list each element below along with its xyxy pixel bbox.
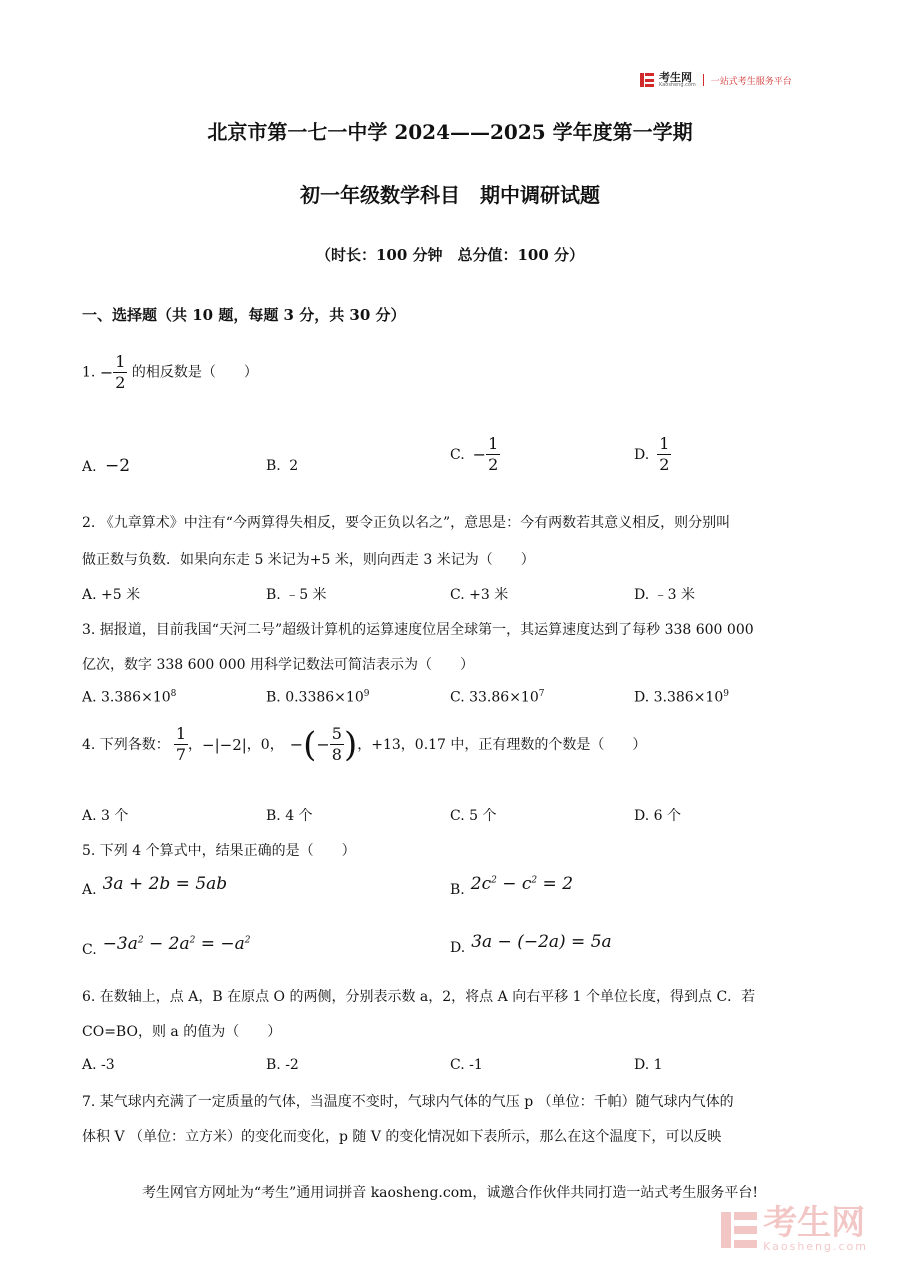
option-c[interactable] <box>450 689 544 706</box>
option-label: C. <box>450 446 465 463</box>
exponent: 2 <box>189 935 196 946</box>
denominator: 8 <box>331 745 342 764</box>
option-label: A. <box>82 459 97 475</box>
exam-title-line1: 北京市第一七一中学 2024——2025 学年度第一学期 <box>207 120 693 144</box>
option-b[interactable] <box>450 874 574 898</box>
expr-part: − 2a <box>143 934 190 954</box>
option-label: B. <box>266 458 281 474</box>
expr-part: − c <box>496 874 532 894</box>
minus-sign: − <box>472 445 487 464</box>
option-d[interactable] <box>634 434 671 475</box>
option-a[interactable] <box>82 689 176 706</box>
question-number: 1. <box>82 364 96 381</box>
option-text: C. 33.86×10 <box>450 689 539 706</box>
option-a[interactable] <box>82 874 228 898</box>
fraction <box>486 434 500 475</box>
option-a[interactable] <box>82 456 130 476</box>
question-text: 的相反数是（ ） <box>131 364 258 381</box>
question-prefix: 4. 下列各数： <box>82 736 170 753</box>
exponent: 9 <box>723 689 729 699</box>
denominator: 7 <box>175 745 186 764</box>
expr-part: −3a <box>102 934 138 954</box>
numerator: 5 <box>331 724 342 743</box>
question-2-line1: 2. 《九章算术》中注有“今两算得失相反，要令正负以名之”，意思是：今有两数若其意义相反，则分别叫 <box>82 515 731 531</box>
question-4: 4. 下列各数： $\frac{1}{7}$ ， −|−2| ，0， − ( − $\frac{5}{8}$ ) ，+13，0.17 中，正有理数的个数是（ ） <box>82 724 647 765</box>
watermark-domain: Kaosheng.com <box>763 1240 868 1253</box>
expr-part: = 2 <box>537 874 574 894</box>
watermark-logo-icon <box>721 1212 757 1248</box>
fraction <box>330 724 344 765</box>
option-a[interactable]: A. -3 <box>82 1057 115 1073</box>
logo-tagline: 一站式考生服务平台 <box>710 76 792 87</box>
question-text: ，+13，0.17 中，正有理数的个数是（ ） <box>357 736 647 753</box>
numerator: 1 <box>115 352 126 371</box>
exponent: 2 <box>137 935 144 946</box>
exponent: 2 <box>491 875 497 886</box>
numerator: 1 <box>175 724 186 743</box>
option-d[interactable]: D. 1 <box>634 1057 663 1073</box>
option-d[interactable]: D. ﹣3 米 <box>634 587 695 603</box>
option-b[interactable] <box>266 458 298 474</box>
option-b[interactable] <box>266 689 369 706</box>
exponent: 7 <box>538 689 545 699</box>
question-3-line1: 3. 据报道，目前我国“天河二号”超级计算机的运算速度位居全球第一，其运算速度达到了每秒 338 600 000 <box>82 622 754 638</box>
option-c[interactable]: C. +3 米 <box>450 587 509 603</box>
separator: ，0， <box>246 736 284 753</box>
denominator: 2 <box>115 373 126 392</box>
fraction <box>100 352 128 393</box>
separator: ， <box>188 736 202 753</box>
option-d[interactable]: D. 6 个 <box>634 808 681 824</box>
question-3-line2: 亿次，数字 338 600 000 用科学记数法可简洁表示为（ ） <box>82 657 474 673</box>
exponent: 2 <box>244 935 251 946</box>
option-text: B. 0.3386×10 <box>266 689 364 706</box>
minus-sign: − <box>99 362 114 382</box>
numerator: 1 <box>488 434 499 453</box>
option-c[interactable] <box>450 434 500 475</box>
option-label: B. <box>450 882 465 898</box>
option-d[interactable] <box>634 689 729 706</box>
exponent: 9 <box>363 689 370 699</box>
option-label: D. <box>634 446 650 463</box>
option-a[interactable]: A. +5 米 <box>82 587 141 603</box>
watermark <box>721 1203 868 1253</box>
option-c[interactable]: C. 5 个 <box>450 808 497 824</box>
option-d[interactable] <box>450 932 612 956</box>
exponent: 8 <box>170 689 177 699</box>
question-6-line1: 6. 在数轴上，点 A，B 在原点 O 的两侧，分别表示数 a，2，将点 A 向右平移 1 个单位长度，得到点 C．若 <box>82 989 756 1005</box>
abs-expression: −|−2| <box>202 735 247 754</box>
option-value: 2 <box>289 458 299 474</box>
option-expression: 3a + 2b = 5ab <box>102 874 228 894</box>
denominator: 2 <box>488 455 499 474</box>
expr-part: = −a <box>195 934 245 954</box>
question-1 <box>82 352 258 393</box>
option-label: A. <box>82 882 97 898</box>
logo-mark-icon <box>640 73 654 87</box>
option-c[interactable] <box>82 934 251 958</box>
minus-sign: − <box>289 734 304 754</box>
question-2-line2: 做正数与负数．如果向东走 5 米记为+5 米，则向西走 3 米记为（ ） <box>82 552 535 568</box>
watermark-brand: 考生网 <box>763 1203 866 1243</box>
section-heading: 一、选择题（共 10 题，每题 3 分，共 30 分） <box>82 306 406 324</box>
fraction <box>174 724 188 765</box>
expr-part: 2c <box>470 874 492 894</box>
site-logo <box>640 72 792 88</box>
option-b[interactable]: B. 4 个 <box>266 808 313 824</box>
page-footer: 考生网官方网址为“考生”通用词拼音 kaosheng.com，诚邀合作伙伴共同打造一站式考生服务平台! <box>141 1185 759 1201</box>
option-b[interactable]: B. -2 <box>266 1057 299 1073</box>
option-label: D. <box>450 940 466 956</box>
option-text: A. 3.386×10 <box>82 689 171 706</box>
option-text: D. 3.386×10 <box>634 689 724 706</box>
exam-info: （时长：100 分钟 总分值：100 分） <box>315 246 585 264</box>
fraction <box>657 434 671 475</box>
numerator: 1 <box>659 434 670 453</box>
option-label: C. <box>82 942 97 958</box>
exponent: 2 <box>531 875 538 886</box>
logo-brand-name: 考生网 <box>659 71 692 84</box>
minus-sign: − <box>316 734 330 754</box>
question-6-line2: CO=BO，则 a 的值为（ ） <box>82 1024 282 1040</box>
question-7-line1: 7. 某气球内充满了一定质量的气体，当温度不变时，气球内气体的气压 p （单位：千帕）随气球内气体的 <box>82 1094 734 1110</box>
logo-divider <box>703 74 704 86</box>
option-c[interactable]: C. -1 <box>450 1057 483 1073</box>
option-expression: 3a − (−2a) = 5a <box>471 932 612 952</box>
option-value: −2 <box>105 456 131 476</box>
exam-title-line2: 初一年级数学科目 期中调研试题 <box>300 183 600 207</box>
option-b[interactable]: B. ﹣5 米 <box>266 587 327 603</box>
question-7-line2: 体积 V （单位：立方米）的变化而变化，p 随 V 的变化情况如下表所示，那么在这个温度下，可以反映 <box>82 1129 722 1145</box>
option-a[interactable]: A. 3 个 <box>82 808 129 824</box>
question-5: 5. 下列 4 个算式中，结果正确的是（ ） <box>82 843 356 859</box>
denominator: 2 <box>659 455 670 474</box>
logo-domain: Kaosheng.com <box>659 82 696 88</box>
